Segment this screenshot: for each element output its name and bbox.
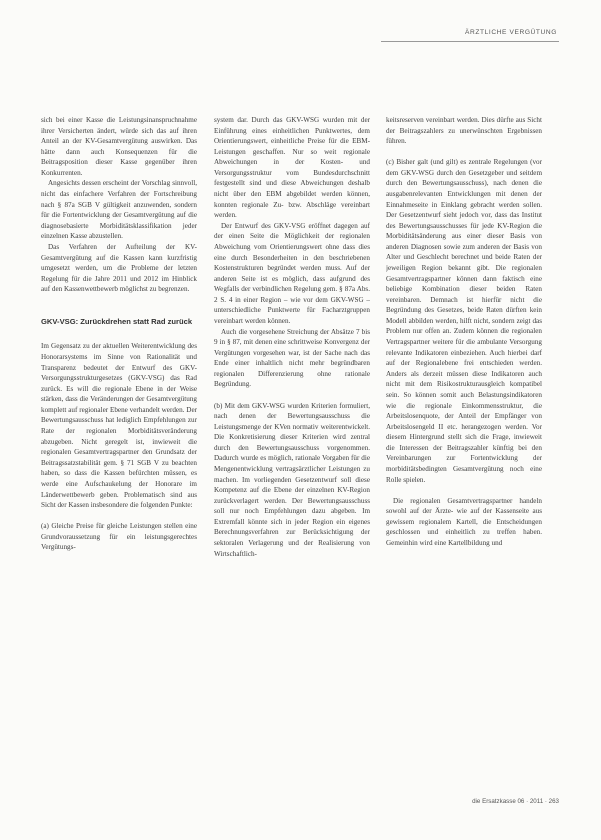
page-footer: die Ersatzkasse 06 · 2011 · 263 (472, 798, 559, 805)
paragraph: Der Entwurf des GKV-VSG eröffnet dagegen auf der einen Seite die Möglichkeit der regionalen Abweichung vom Orientierungswert ohne dass dies eine durch Besonderheiten in den beschriebenen Kostenstrukturen begründet werden muss. Auf der anderen Seite ist es möglich, dass aufgrund des Wegfalls der verbindlichen Regelung gem. § 87a Abs. 2 S. 4 in einer Region – wie vor dem GKV-WSG – unterschiedliche Punktwerte für Facharztgruppen vereinbart werden können. (214, 221, 370, 325)
paragraph: keitsreserven vereinbart werden. Dies dürfte aus Sicht der Beitragszahlers zu unerwünschten Ergebnissen führen. (386, 116, 542, 146)
text-column-3 (386, 115, 542, 775)
paragraph: sich bei einer Kasse die Leistungsinanspruchnahme ihrer Versicherten ändert, würde sich das auf ihren Anteil an der KV-Gesamtvergütung auswirken. Das hätte dann auch Konsequenzen für die Beitragsposition dieser Kasse gegenüber ihren Konkurrenten. (41, 116, 197, 177)
text-column-1 (41, 115, 197, 775)
paragraph: system dar. Durch das GKV-WSG wurden mit der Einführung eines einheitlichen Punktwertes, dem Orientierungswert, einheitliche Preise für die EBM-Leistungen geschaffen. Nur so weit regionale Abweichungen in der Kosten- und Versorgungsstruktur vom Bundesdurchschnitt festgestellt sind und diese Abweichungen deshalb nicht über den EBM abgebildet werden können, konnten regionale Zu- bzw. Abschläge vereinbart werden. (214, 116, 370, 220)
paragraph: Das Verfahren der Aufteilung der KV-Gesamtvergütung auf die Kassen kann kurzfristig umgesetzt werden, um die Probleme der letzten Regelung für die Jahre 2011 und 2012 im Hinblick auf den Kassenwettbewerb möglichst zu begrenzen. (41, 242, 197, 294)
paragraph: (b) Mit dem GKV-WSG wurden Kriterien formuliert, nach denen der Bewertungsausschuss die Leistungsmenge der KVen normativ weiterentwickelt. Die Konkretisierung dieser Kriterien wird zentral durch den Bewertungsausschuss vorgenommen. Dadurch wurde es möglich, rationale Vorgaben für die Mengenentwicklung vertragsärztlicher Leistungen zu machen. Im vorliegenden Gesetzentwurf soll diese Kompetenz auf die Ebene der einzelnen KV-Region zurückverlagert werden. Der Bewertungsausschuss soll nur noch Empfehlungen dazu abgeben. Im Extremfall könnte sich in jeder Region ein eigenes Berechnungsverfahren zur Berücksichtigung der sektoralen Verlagerung und der Realisierung von Wirtschaftlich- (214, 401, 370, 558)
paragraph: Angesichts dessen erscheint der Vorschlag sinnvoll, nicht das einfachere Verfahren der Fortschreibung nach § 87a SGB V gültigkeit anzuwenden, sondern für die Fortentwicklung der Gesamtvergütung auf die diagnosebasierte Morbiditätsklassifikation jeder einzelnen Kasse abzustellen. (41, 179, 197, 241)
section-header: ÄRZTLICHE VERGÜTUNG (465, 29, 557, 36)
paragraph: (a) Gleiche Preise für gleiche Leistungen stellen eine Grundvoraussetzung für ein leistungsgerechtes Vergütungs- (41, 522, 197, 552)
section-heading: GKV-VSG: Zurückdrehen statt Rad zurück (41, 316, 193, 326)
header-rule (381, 41, 559, 42)
paragraph: (c) Bisher galt (und gilt) es zentrale Regelungen (vor dem GKV-WSG durch den Gesetzgeber und seitdem durch den Bewertungsausschuss), nach denen die ausgabenrelevanten Entwicklungen mit denen der Einnahmeseite in Einklang gebracht werden sollen. Der Gesetzentwurf sieht jedoch vor, dass das Institut des Bewertungsausschusses für jede KV-Region die Morbiditätsänderung aus einer dieser Basis von anderen Diagnosen sowie zum anderen der Basis von Alter und Geschlecht berechnet und beide Raten der jeweiligen Region bekannt gibt. Die regionalen Gesamtvertragspartner können dann faktisch eine beliebige Kombination dieser beiden Raten vereinbaren. Demnach ist hierfür nicht die Begründung des Gesetzes, beide Raten dürften kein Modell abbilden werden, hilft nicht, sondern zeigt das Problem nur offen an. Zudem können die regionalen Vertragspartner weitere für die ambulante Versorgung relevante Indikatoren einbeziehen. Auch hierbei darf auf der Regionalebene frei entschieden werden. Anders als derzeit müssen diese Indikatoren auch nicht mit dem Risikostrukturausgleich kompatibel sein. So können somit auch Belastungsindikatoren wie die regionale Einkommensstruktur, die Arbeitslosenquote, der Anteil der Empfänger von Arbeitslosengeld II etc. herangezogen werden. Vor diesem Hintergrund stellt sich die Frage, inwieweit die Interessen der Beitragszahler künftig bei den Vereinbarungen zur Fortentwicklung der morbiditätsbedingten Gesamtvergütung noch eine Rolle spielen. (386, 158, 542, 484)
paragraph: Die regionalen Gesamtvertragspartner handeln sowohl auf der Ärzte- wie auf der Kassenseite aus gewissem regionalem Kartell, die Entscheidungen geschlossen und einheitlich zu treffen haben. Gemeinhin wird eine Kartellbildung und (386, 496, 542, 547)
paragraph: Auch die vorgesehene Streichung der Absätze 7 bis 9 in § 87, mit denen eine schrittweise Konvergenz der Vergütungen vorgesehen war, ist der Sache nach das Ende einer inhaltlich nicht mehr begründbaren regionalen Differenzierung ohne rationale Begründung. (214, 327, 370, 389)
text-column-2 (214, 115, 370, 775)
paragraph: Im Gegensatz zu der aktuellen Weiterentwicklung des Honorarsystems im Sinne von Rationalität und Transparenz bedeutet der Entwurf des GKV-Versorgungsstrukturgesetzes (GKV-VSG) das Rad zurück. Es will die regionale Ebene in der Weise stärken, dass die Veränderungen der Gesamtvergütung komplett auf regionaler Ebene verhandelt werden. Der Bewertungsausschuss hat lediglich Empfehlungen zur Rate der regionalen Morbiditätsveränderung abzugeben. Nicht geregelt ist, inwieweit die regionalen Gesamtvertragspartner den Grundsatz der Beitragssatzstabilität gem. § 71 SGB V zu beachten haben, so dass die Kassen befürchten müssen, es werde eine Aufschaukelung der Honorare im Länderwettbewerb geben. Problematisch sind aus Sicht der Kassen insbesondere die folgenden Punkte: (41, 342, 197, 510)
